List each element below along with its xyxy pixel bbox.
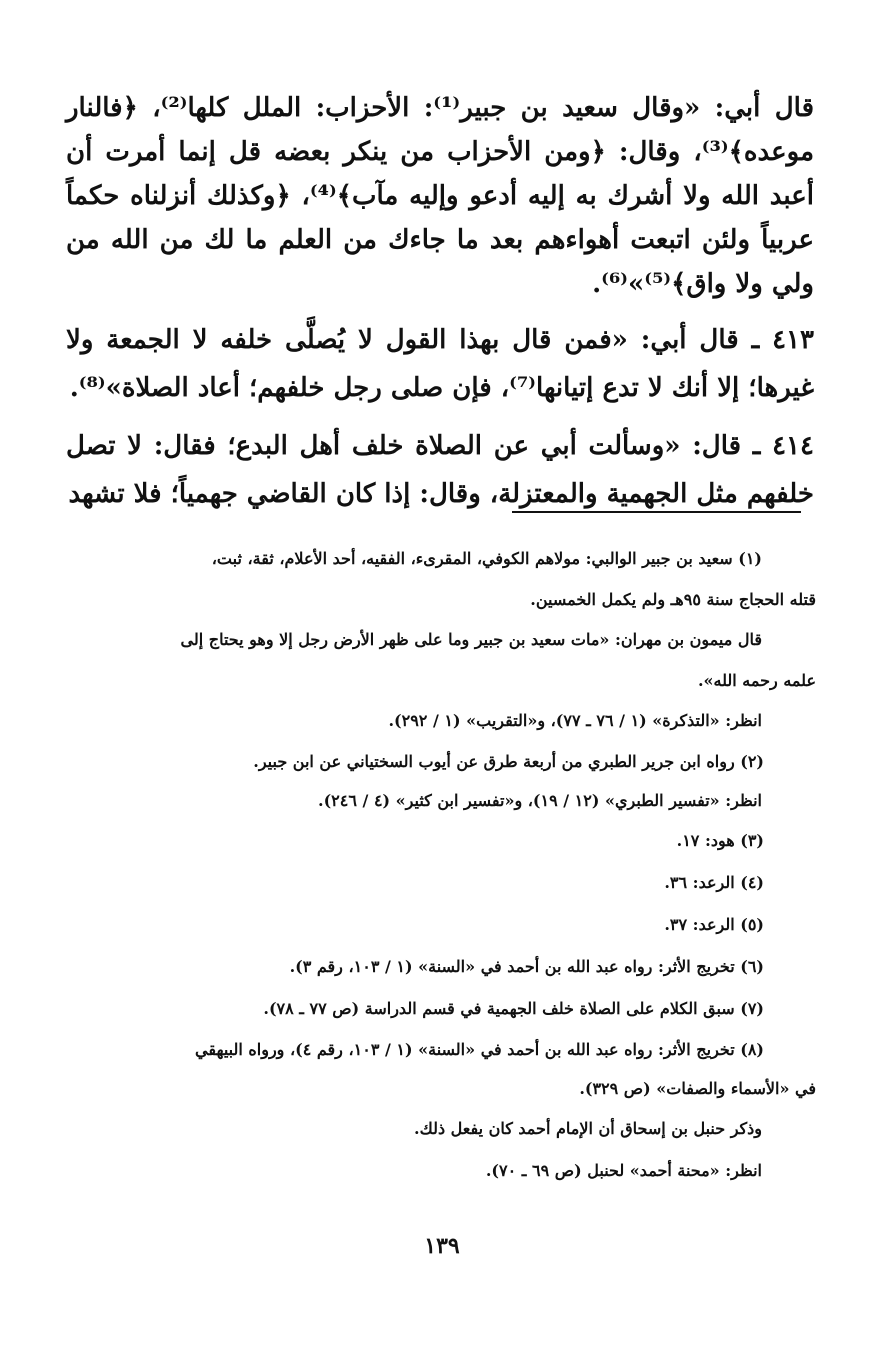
footnote-8: (٨) تخريج الأثر: رواه عبد الله بن أحمد في «السنة» (١ / ١٠٣، رقم ٤)، ورواه البيهقي [195, 1040, 764, 1059]
page-number: ١٣٩ [424, 1233, 460, 1259]
footnote-7: (٧) سبق الكلام على الصلاة خلف الجهمية في قسم الدراسة (ص ٧٧ ـ ٧٨). [263, 999, 764, 1018]
footnote-3: (٣) هود: ١٧. [676, 831, 764, 850]
footnote-1-quote: قال ميمون بن مهران: «مات سعيد بن جبير وما على ظهر الأرض رجل إلا وهو يحتاج إلى [180, 630, 762, 649]
footnote-8-continued: في «الأسماء والصفات» (ص ٣٢٩). [579, 1079, 816, 1098]
main-text [66, 86, 814, 518]
footnote-8-reference: انظر: «محنة أحمد» لحنبل (ص ٦٩ ـ ٧٠). [485, 1161, 762, 1180]
footnote-separator [512, 511, 801, 513]
footnote-2: (٢) رواه ابن جرير الطبري من أربعة طرق عن أيوب السختياني عن ابن جبير. [253, 752, 764, 771]
paragraph-narration: قال أبي: «وقال سعيد بن جبير⁽¹⁾: الأحزاب: الملل كلها⁽²⁾، ﴿فالنار موعده﴾⁽³⁾، وقال: ﴿ومن الأحزاب من ينكر بعضه قل إنما أمرت أن أعبد الله ولا أشرك به إليه أدعو وإليه مآب﴾⁽⁴⁾، ﴿وكذلك أنزلناه حكماً عربياً ولئن اتبعت أهواءهم بعد ما جاءك من العلم ما لك من الله من ولي ولا واق﴾⁽⁵⁾»⁽⁶⁾. [66, 93, 815, 299]
footnote-1-reference: انظر: «التذكرة» (١ / ٧٦ ـ ٧٧)، و«التقريب» (١ / ٢٩٢). [388, 711, 762, 730]
footnote-4: (٤) الرعد: ٣٦. [664, 873, 764, 892]
footnote-2-reference: انظر: «تفسير الطبري» (١٢ / ١٩)، و«تفسير ابن كثير» (٤ / ٢٤٦). [318, 791, 762, 810]
footnote-1-quote-continued: علمه رحمه الله». [697, 671, 816, 690]
footnote-1-continued: قتله الحجاج سنة ٩٥هـ ولم يكمل الخمسين. [530, 590, 816, 609]
paragraph-414: ٤١٤ ـ قال: «وسألت أبي عن الصلاة خلف أهل البدع؛ فقال: لا تصل خلفهم مثل الجهمية والمعتزلة، وقال: إذا كان القاضي جهمياً؛ فلا تشهد [66, 431, 814, 509]
footnote-8-note: وذكر حنبل بن إسحاق أن الإمام أحمد كان يفعل ذلك. [414, 1119, 762, 1138]
footnote-1: (١) سعيد بن جبير الوالبي: مولاهم الكوفي، المقرىء، الفقيه، أحد الأعلام، ثقة، ثبت، [211, 549, 762, 568]
footnotes [84, 538, 816, 1192]
paragraph-413: ٤١٣ ـ قال أبي: «فمن قال بهذا القول لا يُصلَّى خلفه لا الجمعة ولا غيرها؛ إلا أنك لا تدع إتيانها⁽⁷⁾، فإن صلى رجل خلفهم؛ أعاد الصلاة»⁽⁸⁾. [66, 325, 814, 403]
footnote-5: (٥) الرعد: ٣٧. [664, 915, 764, 934]
footnote-6: (٦) تخريج الأثر: رواه عبد الله بن أحمد في «السنة» (١ / ١٠٣، رقم ٣). [289, 957, 764, 976]
